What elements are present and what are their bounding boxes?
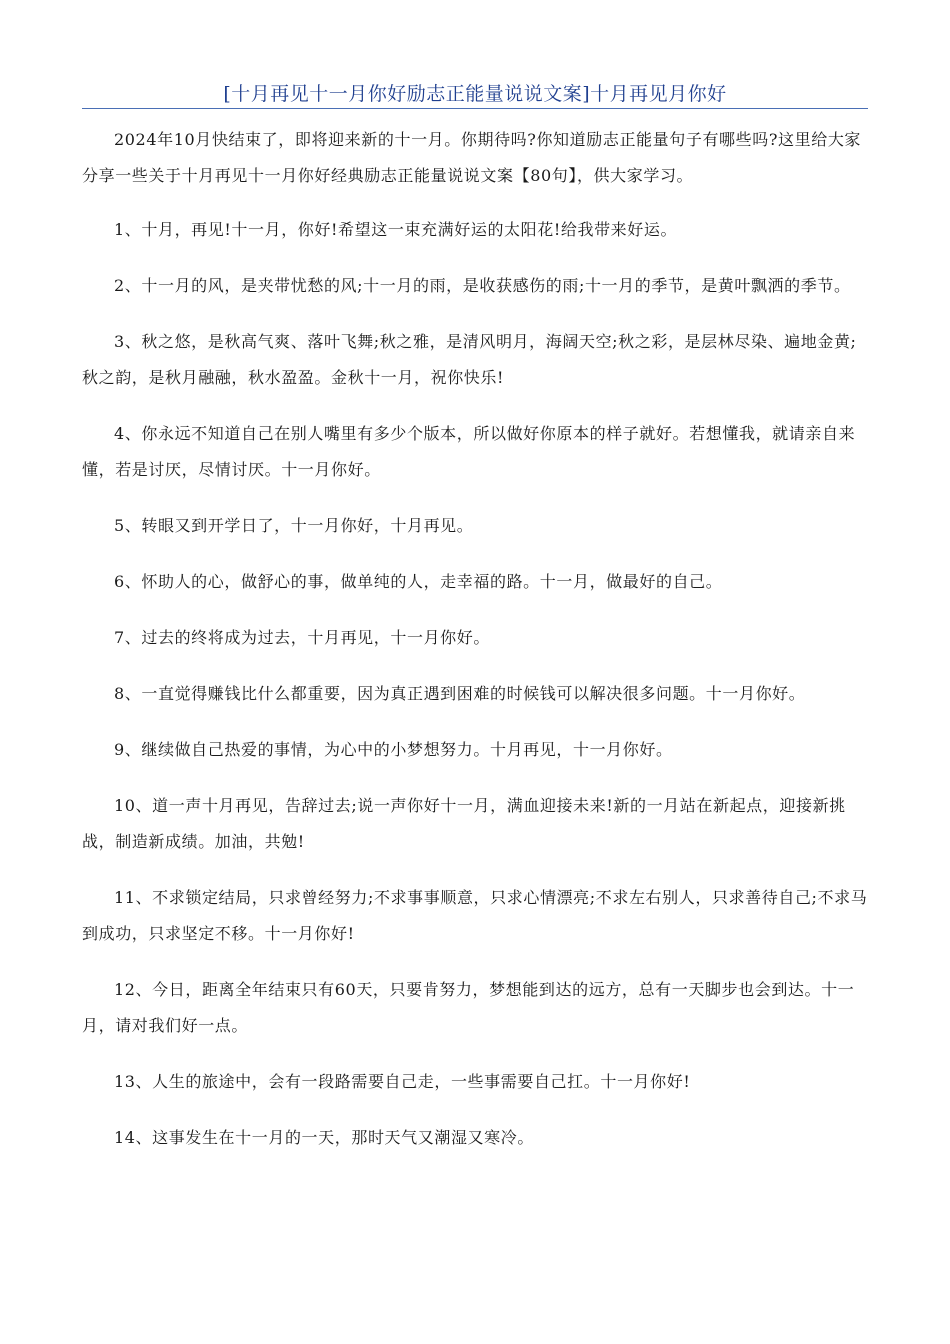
document-title: [十月再见十一月你好励志正能量说说文案]十月再见月你好 bbox=[223, 83, 727, 105]
quote-item-3: 3、秋之悠，是秋高气爽、落叶飞舞;秋之雅，是清风明月，海阔天空;秋之彩，是层林尽染、遍地金黄;秋之韵，是秋月融融，秋水盈盈。金秋十一月，祝你快乐! bbox=[82, 332, 857, 387]
quote-item-6: 6、怀助人的心，做舒心的事，做单纯的人，走幸福的路。十一月，做最好的自己。 bbox=[114, 572, 723, 591]
quote-item-7: 7、过去的终将成为过去，十月再见，十一月你好。 bbox=[114, 628, 490, 647]
quote-item-2: 2、十一月的风，是夹带忧愁的风;十一月的雨，是收获感伤的雨;十一月的季节，是黄叶飘洒的季节。 bbox=[114, 276, 851, 295]
quote-item-4: 4、你永远不知道自己在别人嘴里有多少个版本，所以做好你原本的样子就好。若想懂我，就请亲自来懂，若是讨厌，尽情讨厌。十一月你好。 bbox=[82, 424, 856, 479]
quote-item-12: 12、今日，距离全年结束只有60天，只要肯努力，梦想能到达的远方，总有一天脚步也会到达。十一月，请对我们好一点。 bbox=[82, 980, 855, 1035]
quote-item-10: 10、道一声十月再见，告辞过去;说一声你好十一月，满血迎接未来!新的一月站在新起点，迎接新挑战，制造新成绩。加油，共勉! bbox=[82, 796, 846, 851]
quote-item-1: 1、十月，再见!十一月，你好!希望这一束充满好运的太阳花!给我带来好运。 bbox=[114, 220, 678, 239]
document-body bbox=[82, 122, 868, 1176]
quote-item-14: 14、这事发生在十一月的一天，那时天气又潮湿又寒冷。 bbox=[114, 1128, 534, 1147]
title-underline bbox=[82, 108, 868, 109]
quote-item-13: 13、人生的旅途中，会有一段路需要自己走，一些事需要自己扛。十一月你好! bbox=[114, 1072, 691, 1091]
quote-item-5: 5、转眼又到开学日了，十一月你好，十月再见。 bbox=[114, 516, 474, 535]
quote-item-8: 8、一直觉得赚钱比什么都重要，因为真正遇到困难的时候钱可以解决很多问题。十一月你好。 bbox=[114, 684, 806, 703]
quote-item-11: 11、不求锁定结局，只求曾经努力;不求事事顺意，只求心情漂亮;不求左右别人，只求善待自己;不求马到成功，只求坚定不移。十一月你好! bbox=[82, 888, 868, 943]
intro-paragraph: 2024年10月快结束了，即将迎来新的十一月。你期待吗?你知道励志正能量句子有哪些吗?这里给大家分享一些关于十月再见十一月你好经典励志正能量说说文案【80句】，供大家学习。 bbox=[82, 130, 862, 185]
quote-item-9: 9、继续做自己热爱的事情，为心中的小梦想努力。十月再见，十一月你好。 bbox=[114, 740, 673, 759]
